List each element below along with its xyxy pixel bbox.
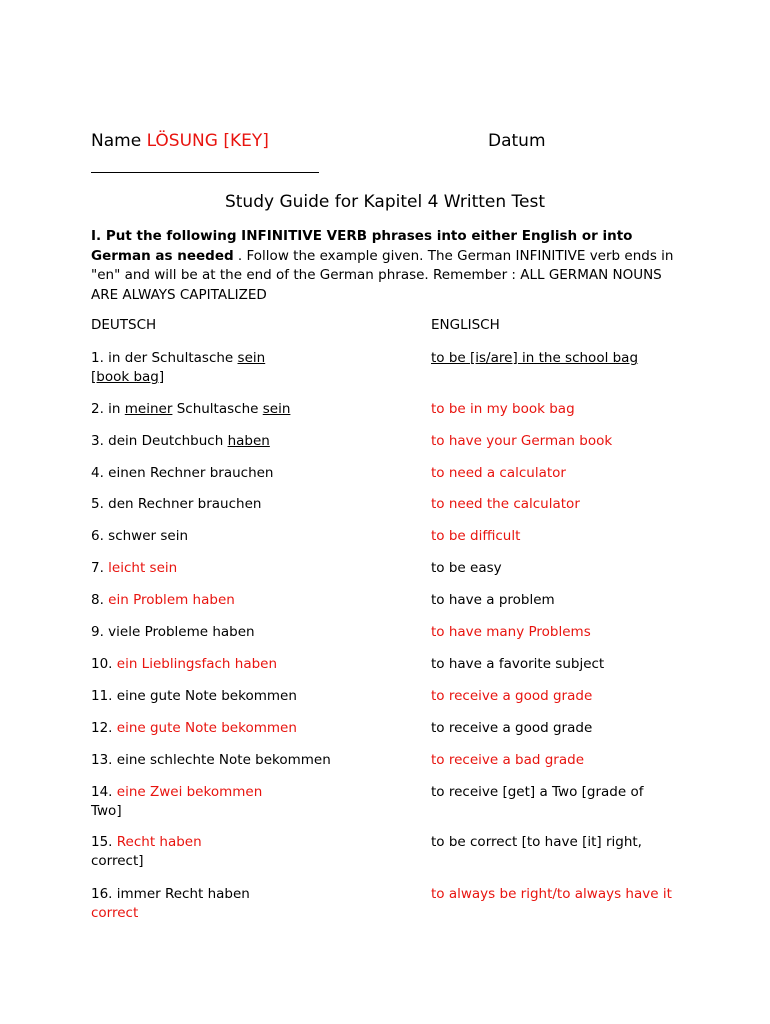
- row-number: 7.: [91, 560, 109, 576]
- englisch-cell: to receive a good grade: [431, 688, 593, 704]
- row-number: 3.: [91, 433, 109, 449]
- deutsch-cell: [91, 885, 321, 923]
- row-number: 14.: [91, 784, 117, 800]
- deutsch-answer: leicht sein: [108, 560, 178, 576]
- row-number: 4.: [91, 465, 109, 481]
- englisch-cell: to receive [get] a Two [grade of: [431, 784, 644, 800]
- deutsch-cell: [91, 400, 321, 419]
- instructions-bold: I. Put the following INFINITIVE VERB phrases into either English or into German as needed: [91, 228, 633, 264]
- deutsch-cell: [91, 783, 321, 821]
- row-number: 15.: [91, 834, 117, 850]
- englisch-cell: to always be right/to always have it: [431, 886, 672, 902]
- deutsch-text: einen Rechner brauchen: [108, 465, 274, 481]
- deutsch-underlined: sein: [237, 350, 266, 366]
- row-number: 9.: [91, 624, 109, 640]
- deutsch-underlined: haben: [227, 433, 270, 449]
- name-line: [91, 131, 269, 151]
- deutsch-cell: [91, 527, 321, 546]
- row-number: 13.: [91, 752, 117, 768]
- deutsch-underlined: meiner: [124, 401, 173, 417]
- deutsch-cell: [91, 559, 321, 578]
- deutsch-cell: [91, 655, 321, 674]
- englisch-cell: to receive a good grade: [431, 720, 593, 736]
- deutsch-cell: [91, 349, 321, 387]
- deutsch-answer-continuation: correct: [91, 905, 139, 921]
- deutsch-text: viele Probleme haben: [108, 624, 255, 640]
- deutsch-text: in: [108, 401, 125, 417]
- deutsch-cell: [91, 687, 321, 706]
- englisch-cell: to be difficult: [431, 528, 521, 544]
- page-title-text: Study Guide for Kapitel 4 Written Test: [224, 192, 546, 212]
- deutsch-text: in der Schultasche: [108, 350, 238, 366]
- deutsch-cell: [91, 719, 321, 738]
- row-number: 2.: [91, 401, 109, 417]
- row-number: 1.: [91, 350, 109, 366]
- deutsch-underlined-2: [book bag]: [91, 369, 165, 385]
- column-header-deutsch: DEUTSCH: [91, 317, 157, 333]
- deutsch-text: dein Deutchbuch: [108, 433, 228, 449]
- englisch-cell: to have a favorite subject: [431, 656, 605, 672]
- englisch-cell: to be easy: [431, 560, 502, 576]
- name-underline: [91, 172, 319, 173]
- englisch-cell: to have a problem: [431, 592, 555, 608]
- row-number: 16.: [91, 886, 117, 902]
- deutsch-cell: [91, 464, 321, 483]
- deutsch-answer: Recht haben: [116, 834, 202, 850]
- deutsch-cell: [91, 623, 321, 642]
- datum-label: Datum: [488, 131, 546, 151]
- deutsch-cell: [91, 591, 321, 610]
- englisch-cell: to have your German book: [431, 433, 613, 449]
- deutsch-continuation: correct]: [91, 853, 144, 869]
- row-number: 10.: [91, 656, 117, 672]
- deutsch-answer: ein Problem haben: [108, 592, 235, 608]
- englisch-cell: to receive a bad grade: [431, 752, 585, 768]
- englisch-cell: to be [is/are] in the school bag: [431, 350, 639, 366]
- deutsch-text: eine schlechte Note bekommen: [116, 752, 331, 768]
- row-number: 6.: [91, 528, 109, 544]
- deutsch-cell: [91, 751, 391, 770]
- deutsch-text: den Rechner brauchen: [108, 496, 262, 512]
- deutsch-text-mid: Schultasche: [172, 401, 263, 417]
- deutsch-continuation: Two]: [91, 803, 122, 819]
- deutsch-underlined-3: sein: [262, 401, 291, 417]
- englisch-cell: to need the calculator: [431, 496, 580, 512]
- column-header-englisch: ENGLISCH: [431, 317, 500, 333]
- deutsch-answer: ein Lieblingsfach haben: [116, 656, 278, 672]
- instructions-normal: . Follow the example given. The German INFINITIVE verb ends in "en" and will be at the end of the German phrase. Remember : ALL GERMAN NOUNS ARE ALWAYS CAPITALIZED: [91, 247, 674, 303]
- deutsch-text: schwer sein: [108, 528, 189, 544]
- englisch-cell: to need a calculator: [431, 465, 566, 481]
- deutsch-cell: [91, 833, 321, 871]
- deutsch-cell: [91, 495, 321, 514]
- name-label: Name: [91, 131, 147, 151]
- englisch-cell: to be in my book bag: [431, 401, 575, 417]
- deutsch-answer: eine gute Note bekommen: [116, 720, 297, 736]
- instructions: [91, 227, 691, 305]
- deutsch-text: immer Recht haben: [116, 886, 250, 902]
- deutsch-text: eine gute Note bekommen: [116, 688, 297, 704]
- row-number: 8.: [91, 592, 109, 608]
- name-value: LÖSUNG [KEY]: [146, 131, 269, 151]
- englisch-cell: to be correct [to have [it] right,: [431, 834, 642, 850]
- row-number: 5.: [91, 496, 109, 512]
- deutsch-cell: [91, 432, 321, 451]
- deutsch-answer: eine Zwei bekommen: [116, 784, 263, 800]
- englisch-cell: to have many Problems: [431, 624, 591, 640]
- page-title: [0, 192, 770, 212]
- row-number: 11.: [91, 688, 117, 704]
- row-number: 12.: [91, 720, 117, 736]
